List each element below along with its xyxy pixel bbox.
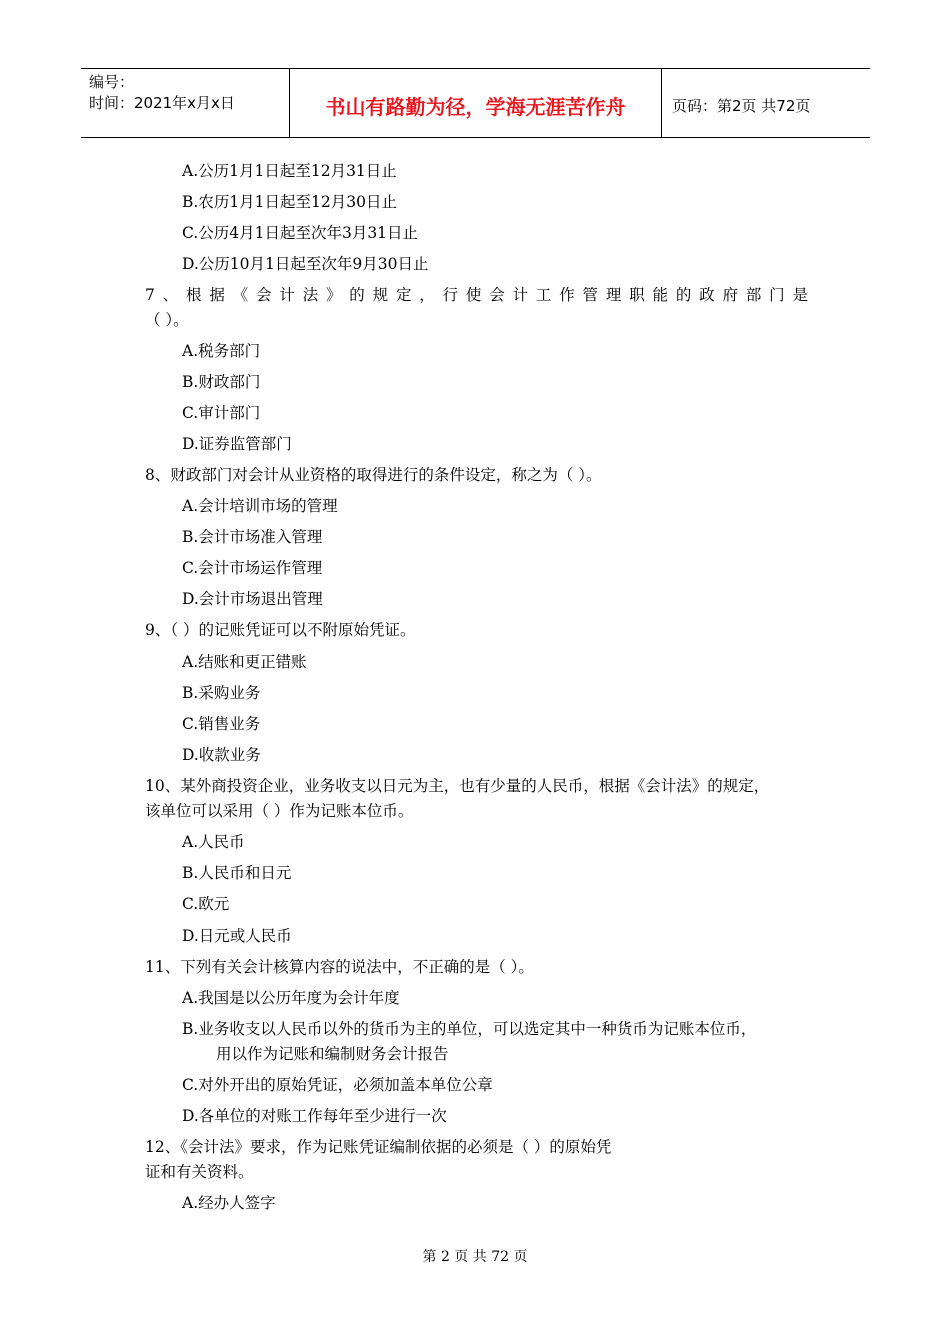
page-header [81,68,870,138]
option-line: B.人民币和日元 [182,864,292,882]
option-line: D.收款业务 [182,746,261,764]
time-label: 时间：2021年x月x日 [89,94,235,112]
header-page-code: 页码：第2页 共72页 [672,96,811,115]
option-line: C.公历4月1日起至次年3月31日止 [182,224,419,242]
option-line: D.日元或人民币 [182,927,292,945]
question-10-cont: 该单位可以采用（ ）作为记账本位币。 [145,802,414,820]
question-12: 12、《会计法》要求，作为记账凭证编制依据的必须是（ ）的原始凭 [145,1138,612,1156]
option-line: B.农历1月1日起至12月30日止 [182,193,397,211]
option-line-cont: 用以作为记账和编制财务会计报告 [216,1045,449,1063]
number-label: 编号： [89,73,135,91]
option-line: D.会计市场退出管理 [182,590,323,608]
option-line: C.对外开出的原始凭证，必须加盖本单位公章 [182,1076,493,1094]
option-line: C.审计部门 [182,404,261,422]
question-12-cont: 证和有关资料。 [145,1163,254,1181]
header-info [81,69,290,137]
question-7: 7、根据《会计法》的规定，行使会计工作管理职能的政府部门是 [145,286,808,304]
option-line: D.公历10月1日起至次年9月30日止 [182,255,429,273]
option-line: A.人民币 [182,833,245,851]
option-line: A.我国是以公历年度为会计年度 [182,989,400,1007]
page-footer: 第 2 页 共 72 页 [422,1249,528,1265]
option-line: B.采购业务 [182,684,261,702]
option-line: C.会计市场运作管理 [182,559,323,577]
question-11: 11、下列有关会计核算内容的说法中，不正确的是（ ）。 [145,958,534,976]
option-line: D.证券监管部门 [182,435,292,453]
option-line: C.销售业务 [182,715,261,733]
option-line: A.税务部门 [182,342,261,360]
header-motto: 书山有路勤为径，学海无涯苦作舟 [290,69,662,137]
option-line: B.业务收支以人民币以外的货币为主的单位，可以选定其中一种货币为记账本位币， [182,1020,757,1038]
option-line: B.财政部门 [182,373,261,391]
option-line: D.各单位的对账工作每年至少进行一次 [182,1107,447,1125]
question-9: 9、（ ）的记账凭证可以不附原始凭证。 [145,621,416,639]
option-line: A.结账和更正错账 [182,653,307,671]
option-line: C.欧元 [182,895,230,913]
question-10: 10、某外商投资企业，业务收支以日元为主，也有少量的人民币，根据《会计法》的规定， [145,777,770,795]
option-line: A.经办人签字 [182,1194,276,1212]
option-line: A.公历1月1日起至12月31日止 [182,162,397,180]
option-line: B.会计市场准入管理 [182,528,323,546]
option-line: A.会计培训市场的管理 [182,497,338,515]
question-8: 8、财政部门对会计从业资格的取得进行的条件设定，称之为（ ）。 [145,466,602,484]
question-7-blank: （ ）。 [145,311,189,329]
